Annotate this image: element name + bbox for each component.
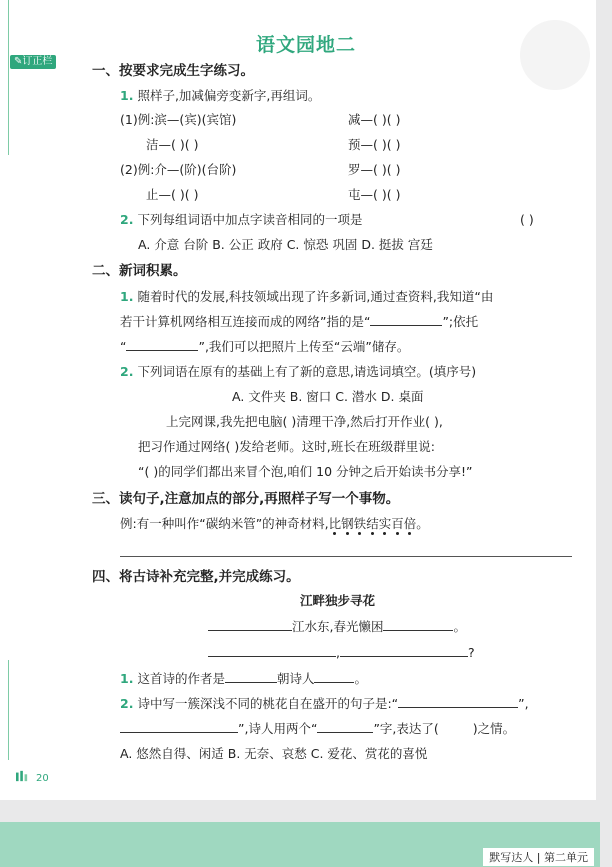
question-text: 诗中写一簇深浅不同的桃花自在盛开的句子是:“ — [137, 696, 399, 711]
answer-paren[interactable]: ( ) — [520, 212, 534, 227]
emphasis-char: 倍 — [403, 516, 417, 531]
poem-text: 江水东,春光懒困 — [292, 619, 384, 634]
question-text: 照样子,加减偏旁变新字,再组词。 — [137, 88, 321, 103]
answer-line[interactable] — [120, 556, 572, 557]
question-text: ”,我们可以把照片上传至“云端”储存。 — [198, 339, 410, 354]
page-title: 语文园地二 — [255, 34, 356, 56]
section-1-heading: 一、按要求完成生字练习。 — [92, 63, 254, 79]
example-sentence — [120, 515, 429, 533]
fill-blank[interactable] — [126, 338, 198, 351]
paragraph-line: “( )的同学们都出来冒个泡,咱们 10 分钟之后开始读书分享!” — [138, 464, 473, 479]
exercise-item[interactable]: 屯—( )( ) — [348, 187, 401, 202]
fill-blank[interactable] — [383, 618, 453, 631]
question-text: 。 — [354, 671, 367, 686]
section-3-heading: 三、读句子,注意加点的部分,再照样子写一个事物。 — [92, 491, 400, 507]
question-text: “ — [120, 339, 127, 354]
question-text: ”;依托 — [442, 314, 479, 329]
footer-book-label: 默写达人 | 第二单元 — [483, 848, 594, 866]
q2-1-line2 — [120, 313, 478, 331]
book-icon — [15, 770, 29, 782]
exercise-item[interactable]: 洁—( )( ) — [146, 137, 199, 152]
q1-1 — [120, 87, 320, 105]
question-text: )之情。 — [472, 721, 516, 736]
poem-text: , — [336, 645, 340, 660]
emphasis-char: 结 — [366, 516, 379, 531]
question-text: ”,诗人用两个“ — [238, 721, 318, 736]
q2-2 — [120, 363, 476, 381]
exercise-item[interactable]: 止—( )( ) — [146, 187, 199, 202]
question-text: 随着时代的发展,科技领域出现了许多新词,通过查资料,我知道“由 — [137, 289, 494, 304]
exercise-item[interactable]: 预—( )( ) — [348, 137, 401, 152]
poem-text: ? — [467, 645, 475, 660]
question-number: 1. — [120, 671, 134, 686]
question-number: 1. — [120, 289, 134, 304]
fill-blank[interactable] — [208, 618, 292, 631]
answer-options: A. 介意 台阶 B. 公正 政府 C. 惊恐 巩固 D. 挺拔 宫廷 — [138, 237, 433, 252]
paragraph-line: 把习作通过网络( )发给老师。这时,班长在班级群里说: — [138, 439, 435, 454]
q1-2 — [120, 211, 362, 229]
question-text: ”字,表达了( — [373, 721, 439, 736]
question-text: 若干计算机网络相互连接而成的网络”指的是“ — [120, 314, 371, 329]
poem-text: 。 — [453, 619, 466, 634]
fill-blank[interactable] — [317, 720, 373, 733]
emphasis-char: 钢 — [341, 516, 354, 531]
poem-title: 江畔独步寻花 — [300, 593, 376, 608]
correction-tag — [10, 55, 56, 69]
emphasis-char: 百 — [391, 516, 404, 531]
emphasis-char: 铁 — [353, 516, 367, 531]
q4-2-line2 — [120, 720, 515, 738]
example-text: 。 — [416, 516, 429, 531]
correction-tag-label: 订正栏 — [22, 56, 53, 67]
question-text: 下列词语在原有的基础上有了新的意思,请选词填空。(填序号) — [137, 364, 477, 379]
example-1: (1)例:滨—(宾)(宾馆) — [120, 112, 237, 127]
emphasis-char: 实 — [378, 516, 392, 531]
exercise-item[interactable]: 减—( )( ) — [348, 112, 401, 127]
question-text: ”, — [518, 696, 529, 711]
fill-blank[interactable] — [225, 670, 277, 683]
question-text: 这首诗的作者是 — [137, 671, 225, 686]
emphasized-text — [329, 516, 417, 531]
margin-rule — [8, 0, 9, 155]
exercise-item[interactable]: 罗—( )( ) — [348, 162, 401, 177]
section-2-heading: 二、新词积累。 — [92, 263, 187, 279]
q2-1-line3 — [120, 338, 409, 356]
question-number: 1. — [120, 88, 134, 103]
question-number: 2. — [120, 696, 134, 711]
q4-1 — [120, 670, 367, 688]
example-text: 例:有一种叫作“碳纳米管”的神奇材料, — [120, 516, 329, 531]
paragraph-line: 上完网课,我先把电脑( )清理干净,然后打开作业( ), — [166, 414, 443, 429]
word-options: A. 文件夹 B. 窗口 C. 潜水 D. 桌面 — [232, 389, 424, 404]
fill-blank[interactable] — [370, 313, 442, 326]
fill-blank[interactable] — [208, 644, 336, 657]
question-text: 下列每组词语中加点字读音相同的一项是 — [137, 212, 363, 227]
page-number: 20 — [36, 773, 49, 784]
pencil-icon: ✎ — [14, 56, 23, 67]
fill-blank[interactable] — [340, 644, 468, 657]
answer-options: A. 悠然自得、闲适 B. 无奈、哀愁 C. 爱花、赏花的喜悦 — [120, 746, 428, 761]
q2-1-line1 — [120, 288, 493, 306]
q4-2-line1 — [120, 695, 529, 713]
question-text: 朝诗人 — [276, 671, 315, 686]
poem-line-1 — [208, 618, 466, 636]
poem-line-2 — [208, 644, 475, 662]
question-number: 2. — [120, 364, 134, 379]
fill-blank[interactable] — [398, 695, 518, 708]
example-2: (2)例:介—(阶)(台阶) — [120, 162, 237, 177]
emphasis-char: 比 — [328, 516, 342, 531]
question-number: 2. — [120, 212, 134, 227]
fill-blank[interactable] — [120, 720, 238, 733]
section-4-heading: 四、将古诗补充完整,并完成练习。 — [92, 569, 300, 585]
margin-rule — [8, 660, 9, 760]
fill-blank[interactable] — [314, 670, 354, 683]
